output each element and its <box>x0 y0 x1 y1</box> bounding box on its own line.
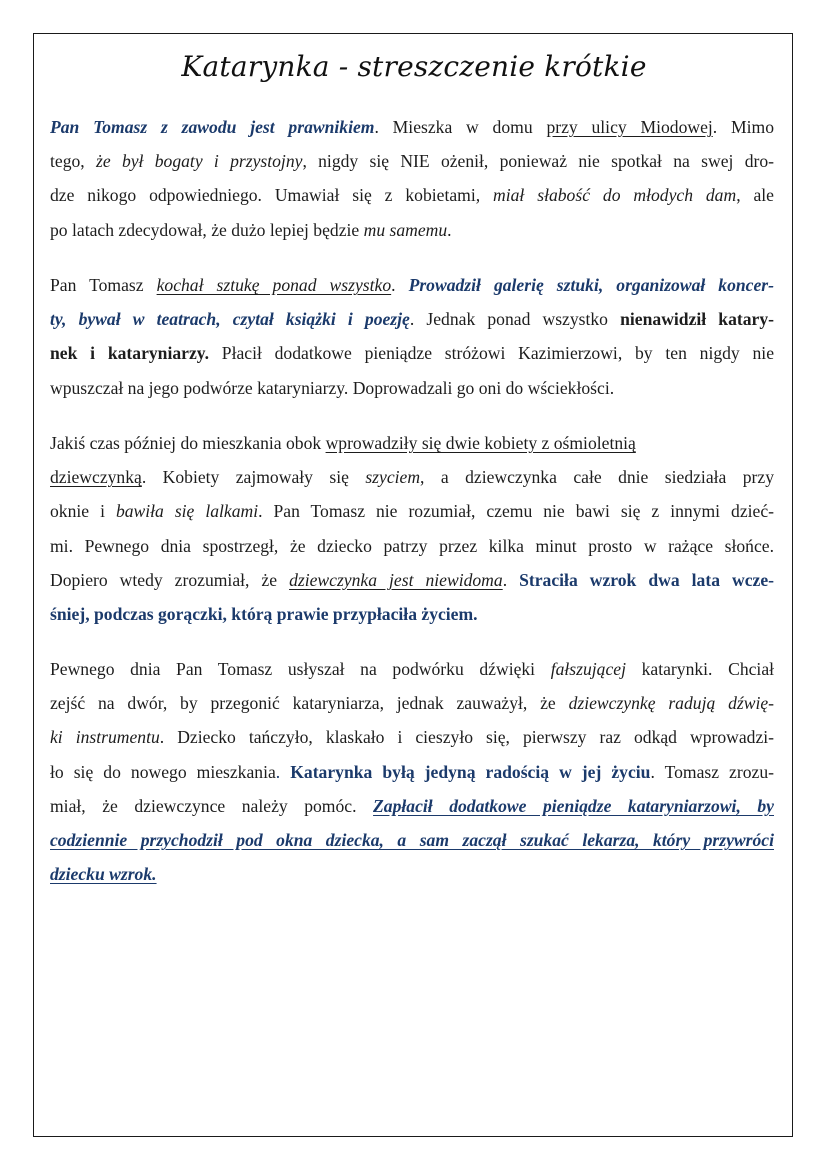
text-run: miał, że dziewczynce należy pomóc. <box>50 795 374 816</box>
text-line <box>50 426 774 460</box>
underlined-text: kochał sztukę ponad wszystko <box>156 275 392 295</box>
text-line <box>50 652 774 686</box>
text-run: Pewnego dnia Pan Tomasz usłyszał na podwórku dźwięki <box>50 659 551 679</box>
text-run: . <box>447 219 452 240</box>
underlined-text: dziewczynką <box>50 467 142 488</box>
text-line <box>50 460 774 494</box>
emphasis-text: śniej, podczas gorączki, którą prawie przypłaciła życiem. <box>50 604 478 625</box>
italic-text: dziewczynkę radują dźwię- <box>568 693 775 714</box>
text-line <box>50 857 774 891</box>
emphasis-underlined-text: Zapłacił dodatkowe pieniądze kataryniarzowi, by <box>373 795 774 816</box>
text-line <box>50 268 774 302</box>
paragraph-1 <box>50 110 774 247</box>
page-title: Katarynka - streszczenie krótkie <box>181 50 647 83</box>
text-line <box>50 755 774 789</box>
emphasis-text: Katarynka byłą jedyną radością w jej życiu <box>290 761 651 782</box>
text-run: Jakiś czas później do mieszkania obok <box>50 433 326 453</box>
text-run: . Kobiety zajmowały się <box>141 467 366 488</box>
text-run: , nigdy się NIE ożenił, ponieważ nie spotkał na swej dro- <box>302 151 775 172</box>
text-line <box>50 789 774 823</box>
italic-text: bawiła się lalkami <box>115 501 259 522</box>
text-line <box>50 720 774 754</box>
text-run: , ale <box>736 185 774 206</box>
emphasis-text: Straciła wzrok dwa lata wcze- <box>519 569 775 590</box>
text-run: zejść na dwór, by przegonić kataryniarza, jednak zauważył, że <box>50 693 569 714</box>
text-run: Dopiero wtedy zrozumiał, że <box>50 569 290 590</box>
text-run: . <box>391 275 409 295</box>
text-run: tego, <box>50 151 96 172</box>
text-run: . Mimo <box>712 117 775 137</box>
underlined-text: przy ulicy Miodowej <box>546 117 713 137</box>
text-line <box>50 823 774 857</box>
emphasis-underlined-text: codziennie przychodził pod okna dziecka, a sam zaczął szukać lekarza, który przywróci <box>50 830 774 851</box>
text-run: oknie i <box>50 501 116 522</box>
text-line <box>50 371 774 405</box>
text-run: po latach zdecydował, że dużo lepiej będzie <box>50 219 364 240</box>
italic-text: mu samemu <box>363 219 448 240</box>
italic-text: ki instrumentu <box>50 727 160 748</box>
text-line <box>50 302 774 336</box>
text-line <box>50 686 774 720</box>
text-line <box>50 144 774 178</box>
bold-text: nek i kataryniarzy. <box>50 343 209 364</box>
text-line <box>50 597 774 631</box>
text-run: Płacił dodatkowe pieniądze stróżowi Kazimierzowi, by ten nigdy nie <box>209 343 775 364</box>
paragraph-4 <box>50 652 774 891</box>
text-run: wpuszczał na jego podwórze kataryniarzy. Doprowadzali go oni do wściekłości. <box>50 377 615 398</box>
text-run: . Dziecko tańczyło, klaskało i cieszyło się, pierwszy raz odkąd wprowadzi- <box>159 727 775 748</box>
text-run: . Mieszka w domu <box>374 117 547 137</box>
text-line <box>50 213 774 247</box>
italic-text: że był bogaty i przystojny <box>96 151 303 172</box>
text-run: dze nikogo odpowiedniego. Umawiał się z kobietami <box>50 185 476 206</box>
text-run: , a dziewczynka całe dnie siedziała przy <box>420 467 775 488</box>
underlined-text: dziewczynka jest niewidoma <box>289 569 503 590</box>
italic-text: szyciem <box>365 467 421 488</box>
emphasis-text: Prowadził galerię sztuki, organizował koncer- <box>408 275 774 295</box>
text-run: . <box>502 569 520 590</box>
text-run: . <box>275 761 291 782</box>
text-run: katarynki. Chciał <box>625 659 775 679</box>
bold-text: nienawidził katary- <box>620 309 774 330</box>
text-run: . Jednak ponad wszystko <box>409 309 621 330</box>
paragraph-2 <box>50 268 774 405</box>
text-run: Pan Tomasz <box>50 275 157 295</box>
text-run: ło się do nowego mieszkania <box>50 761 276 782</box>
paragraph-3 <box>50 426 774 631</box>
text-line <box>50 178 774 212</box>
emphasis-underlined-text: dziecku wzrok. <box>50 864 157 885</box>
text-run: . Tomasz zrozu- <box>650 761 774 782</box>
text-line <box>50 110 774 144</box>
emphasis-text: ty, bywał w teatrach, czytał książki i poezję <box>50 309 410 330</box>
underlined-text: wprowadziły się dwie kobiety z ośmioletnią <box>325 433 636 453</box>
italic-text: fałszującej <box>550 659 626 679</box>
text-run: mi. Pewnego dnia spostrzegł, że dziecko patrzy przez kilka minut prosto w rażące słońce. <box>50 535 774 556</box>
text-line <box>50 494 774 528</box>
text-line <box>50 563 774 597</box>
italic-text: , miał słabość do młodych dam <box>475 185 737 206</box>
text-line <box>50 336 774 370</box>
emphasis-text: Pan Tomasz z zawodu jest prawnikiem <box>50 117 375 137</box>
text-run: . Pan Tomasz nie rozumiał, czemu nie bawi się z innymi dzieć- <box>258 501 774 522</box>
text-line <box>50 529 774 563</box>
